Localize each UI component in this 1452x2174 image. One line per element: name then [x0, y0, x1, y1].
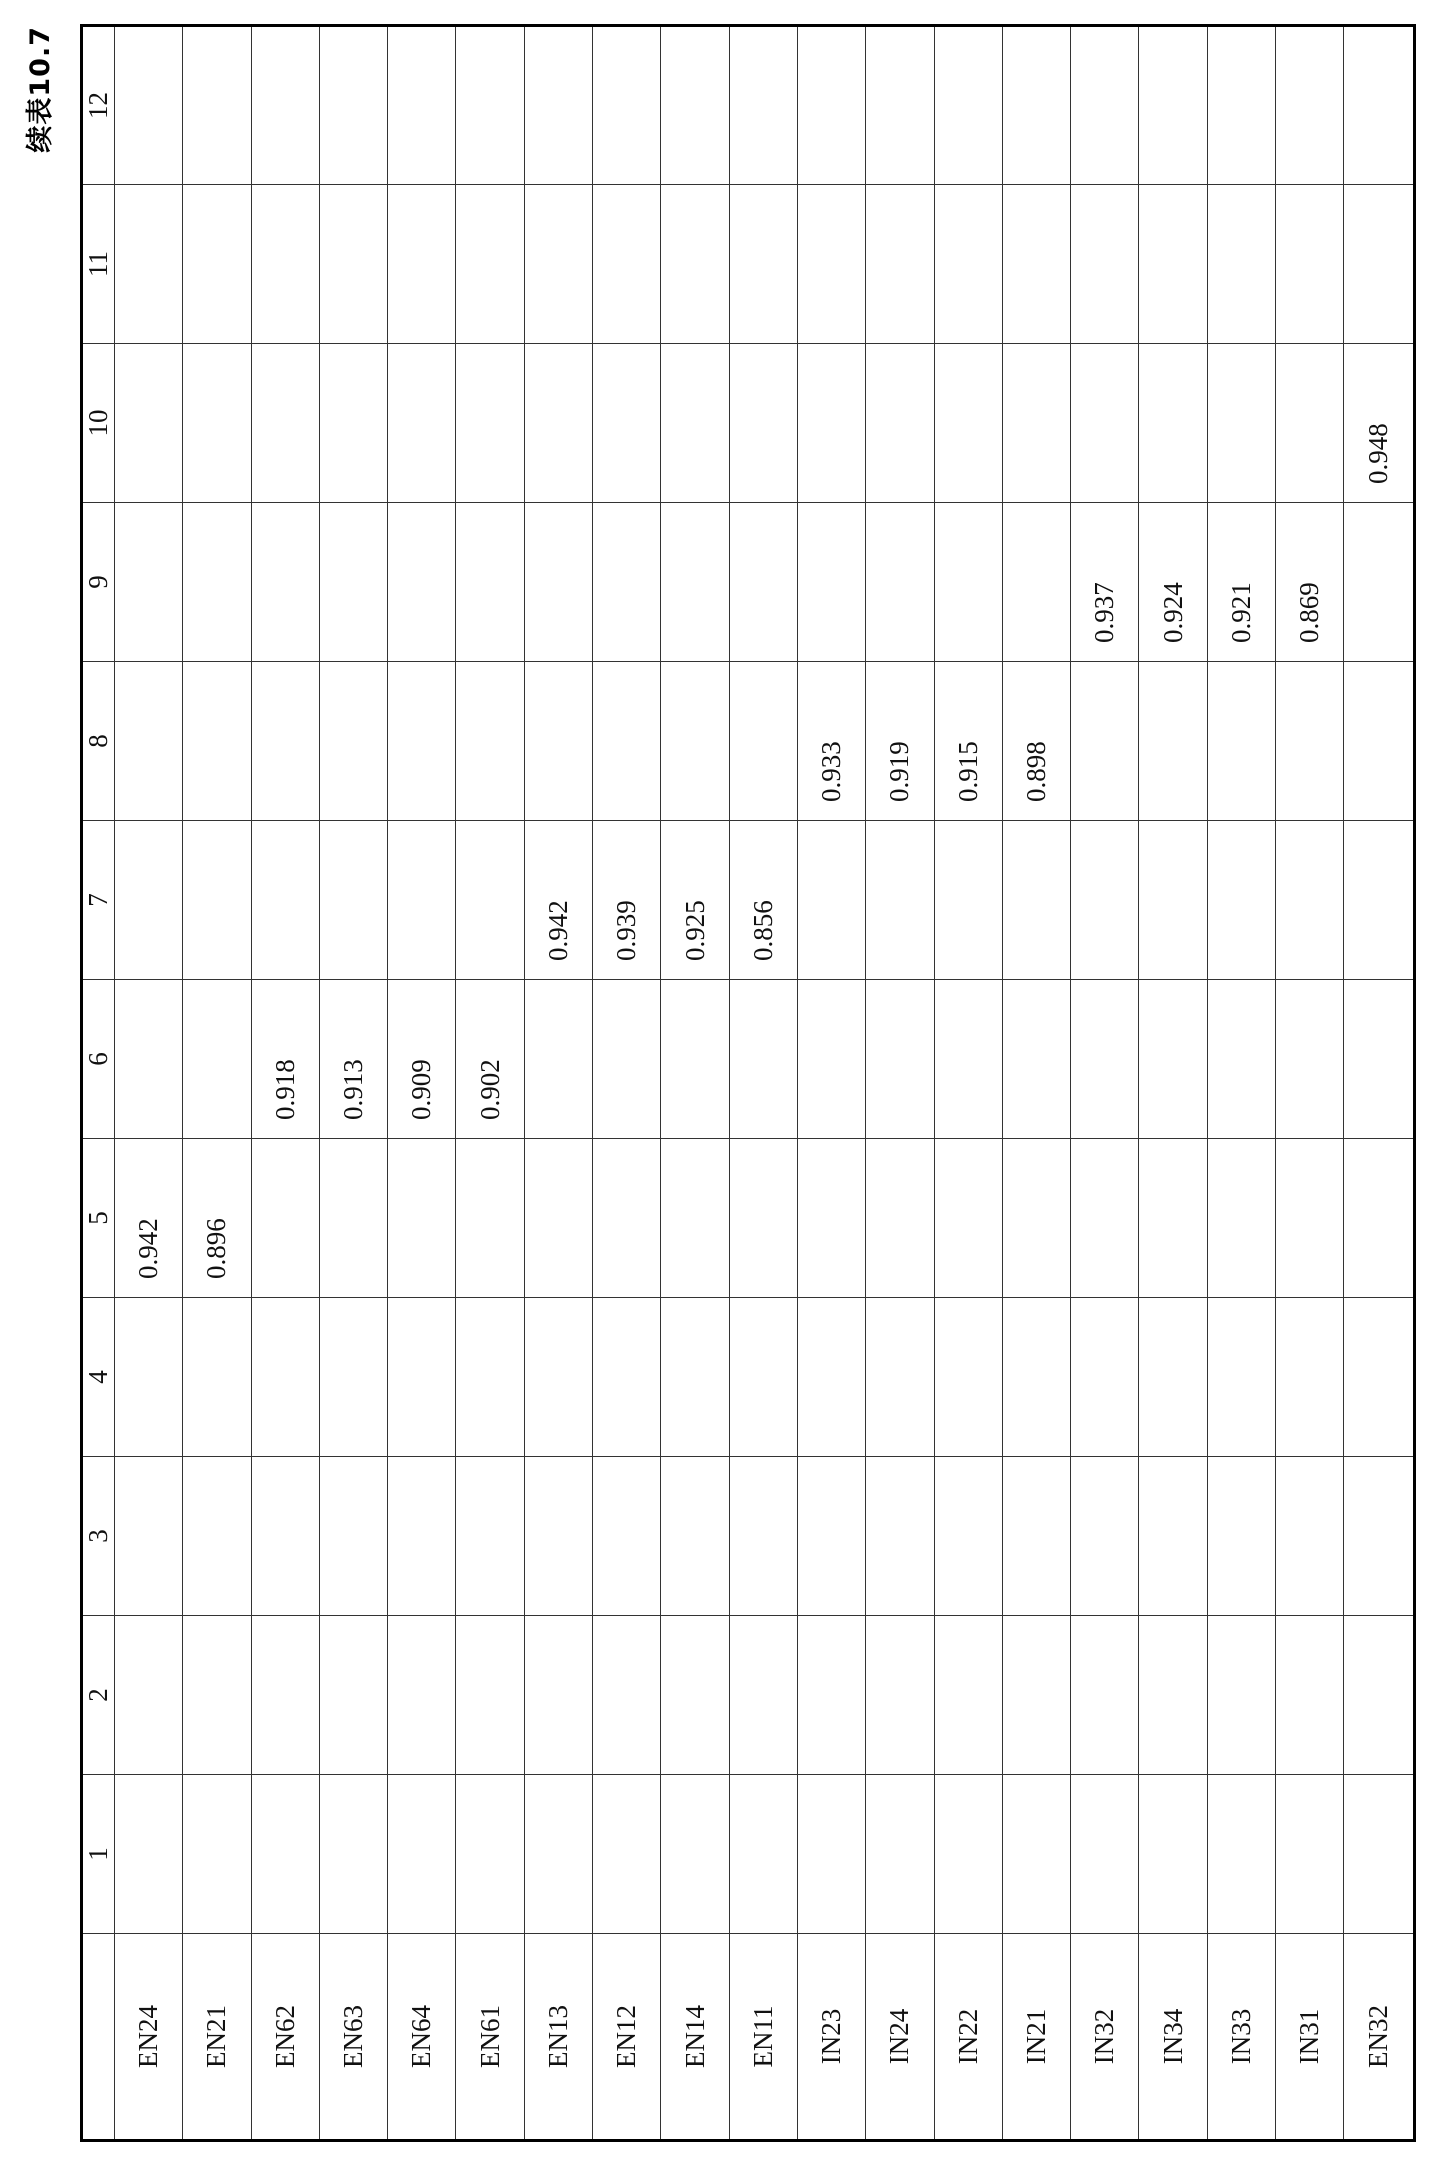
- table-cell: [388, 1775, 456, 1934]
- table-cell: [251, 1775, 319, 1934]
- table-cell: [1344, 980, 1415, 1139]
- table-cell: [797, 1139, 865, 1298]
- table-cell: 0.942: [115, 1139, 183, 1298]
- table-cell: [115, 1775, 183, 1934]
- table-cell: 0.921: [1207, 503, 1275, 662]
- table-cell: [1071, 344, 1139, 503]
- table-cell: [319, 344, 387, 503]
- table-cell: [115, 1298, 183, 1457]
- table-cell: [661, 503, 729, 662]
- table-cell: 0.896: [183, 1139, 251, 1298]
- table-cell: 0.909: [388, 980, 456, 1139]
- table-cell: [1207, 344, 1275, 503]
- table-cell: 0.902: [456, 980, 524, 1139]
- table-cell: [593, 185, 661, 344]
- table-cell: [1139, 1298, 1207, 1457]
- table-cell: [456, 1139, 524, 1298]
- table-cell: [1344, 185, 1415, 344]
- table-cell: [115, 503, 183, 662]
- table-cell: [797, 980, 865, 1139]
- table-cell: [524, 503, 592, 662]
- table-cell: [183, 185, 251, 344]
- table-cell: [1207, 821, 1275, 980]
- table-cell: [661, 662, 729, 821]
- row-label: IN21: [1002, 1934, 1070, 2141]
- table-cell: [1276, 662, 1344, 821]
- table-cell: [797, 185, 865, 344]
- table-cell: [729, 1775, 797, 1934]
- table-cell: [1276, 344, 1344, 503]
- header-cell-9: 9: [82, 503, 115, 662]
- header-cell-11: 11: [82, 185, 115, 344]
- table-cell: [251, 821, 319, 980]
- table-cell: [866, 980, 934, 1139]
- table-cell: [1071, 662, 1139, 821]
- table-cell: [319, 1139, 387, 1298]
- table-cell: [524, 1298, 592, 1457]
- table-cell: [729, 980, 797, 1139]
- table-cell: [251, 1616, 319, 1775]
- table-cell: [524, 662, 592, 821]
- table-row: [1071, 26, 1139, 2141]
- header-cell-8: 8: [82, 662, 115, 821]
- table-cell: [456, 26, 524, 185]
- table-cell: [115, 821, 183, 980]
- table-cell: [934, 1139, 1002, 1298]
- row-label: IN22: [934, 1934, 1002, 2141]
- table-cell: [1207, 1298, 1275, 1457]
- table-cell: [797, 1616, 865, 1775]
- header-cell-10: 10: [82, 344, 115, 503]
- table-cell: [1002, 185, 1070, 344]
- header-cell-3: 3: [82, 1457, 115, 1616]
- table-cell: [456, 821, 524, 980]
- table-cell: [1207, 185, 1275, 344]
- table-cell: [1139, 662, 1207, 821]
- table-cell: [1276, 1139, 1344, 1298]
- table-row: [388, 26, 456, 2141]
- table-cell: [661, 1616, 729, 1775]
- table-cell: [661, 1298, 729, 1457]
- table-cell: [729, 26, 797, 185]
- row-label: EN61: [456, 1934, 524, 2141]
- table-cell: [1139, 1616, 1207, 1775]
- table-cell: [797, 1775, 865, 1934]
- table-cell: [115, 26, 183, 185]
- table-cell: [593, 980, 661, 1139]
- header-cell-2: 2: [82, 1616, 115, 1775]
- table-cell: [524, 344, 592, 503]
- table-cell: [661, 185, 729, 344]
- table-cell: [251, 503, 319, 662]
- table-row: [1139, 26, 1207, 2141]
- table-row: [1276, 26, 1344, 2141]
- table-cell: [934, 26, 1002, 185]
- table-cell: [1207, 26, 1275, 185]
- table-cell: [729, 1139, 797, 1298]
- table-cell: [593, 26, 661, 185]
- table-cell: [1002, 1139, 1070, 1298]
- table-cell: [934, 503, 1002, 662]
- table-cell: [1071, 1298, 1139, 1457]
- table-cell: [319, 1298, 387, 1457]
- table-cell: [661, 344, 729, 503]
- table-cell: [115, 662, 183, 821]
- table-cell: [1139, 1457, 1207, 1616]
- row-label: EN11: [729, 1934, 797, 2141]
- table-cell: [1002, 26, 1070, 185]
- table-cell: [866, 344, 934, 503]
- table-cell: [388, 503, 456, 662]
- table-cell: [524, 185, 592, 344]
- table-cell: [183, 821, 251, 980]
- table-cell: [866, 821, 934, 980]
- table-cell: 0.942: [524, 821, 592, 980]
- table-cell: [115, 1616, 183, 1775]
- table-cell: 0.918: [251, 980, 319, 1139]
- table-cell: [797, 503, 865, 662]
- table-cell: 0.939: [593, 821, 661, 980]
- table-cell: [183, 980, 251, 1139]
- table-cell: [251, 1139, 319, 1298]
- table-cell: [1071, 1616, 1139, 1775]
- table-cell: [1276, 1616, 1344, 1775]
- table-cell: [388, 185, 456, 344]
- table-cell: [593, 1616, 661, 1775]
- table-cell: [661, 1139, 729, 1298]
- table-cell: [456, 1775, 524, 1934]
- table-cell: [319, 185, 387, 344]
- table-cell: [1139, 185, 1207, 344]
- table-cell: [866, 1298, 934, 1457]
- table-cell: 0.913: [319, 980, 387, 1139]
- table-cell: 0.856: [729, 821, 797, 980]
- table-cell: [934, 185, 1002, 344]
- table-cell: [115, 980, 183, 1139]
- table-cell: [866, 1139, 934, 1298]
- table-header: [82, 26, 115, 2141]
- table-cell: [729, 662, 797, 821]
- table-cell: [593, 662, 661, 821]
- header-row: [82, 26, 115, 2141]
- rotated-page: 续表10.7 1 2 3 4 5 6 7 8 9 10 11 12 EN24 0.942 EN21 0.896 EN62 0.918 EN63 0.913 EN64 0.909 EN61 0.902 EN13 0.942 EN12 0.939 EN14 0.925 EN11 0.856 IN23 0.933 IN24 0.919 IN22 0.915 IN21 0.898 IN32 0.937 IN34 0.924 IN33 0.921 IN31 0.869 EN32 0.948: [80, 26, 1416, 2142]
- table-cell: [1002, 821, 1070, 980]
- table-cell: [388, 1298, 456, 1457]
- row-label: EN14: [661, 1934, 729, 2141]
- table-cell: [1344, 1139, 1415, 1298]
- row-label: EN64: [388, 1934, 456, 2141]
- table-cell: 0.915: [934, 662, 1002, 821]
- row-label: EN63: [319, 1934, 387, 2141]
- table-cell: [797, 1457, 865, 1616]
- table-cell: [183, 1775, 251, 1934]
- header-cell-6: 6: [82, 980, 115, 1139]
- table-cell: [661, 1457, 729, 1616]
- table-cell: [934, 1616, 1002, 1775]
- table-cell: 0.933: [797, 662, 865, 821]
- table-cell: [729, 1298, 797, 1457]
- table-cell: [1276, 1775, 1344, 1934]
- table-cell: [251, 1457, 319, 1616]
- table-cell: [456, 344, 524, 503]
- table-row: [1207, 26, 1275, 2141]
- row-label: IN34: [1139, 1934, 1207, 2141]
- table-cell: [456, 185, 524, 344]
- header-cell-12: 12: [82, 26, 115, 185]
- table-cell: [1002, 980, 1070, 1139]
- table-cell: [593, 344, 661, 503]
- table-cell: [1344, 26, 1415, 185]
- table-cell: [797, 26, 865, 185]
- header-cell-5: 5: [82, 1139, 115, 1298]
- table-cell: [251, 26, 319, 185]
- table-row: [319, 26, 387, 2141]
- table-cell: 0.924: [1139, 503, 1207, 662]
- table-cell: [661, 26, 729, 185]
- table-cell: [456, 662, 524, 821]
- table-cell: [1344, 1457, 1415, 1616]
- table-cell: [183, 1457, 251, 1616]
- table-cell: [866, 1616, 934, 1775]
- row-label: IN33: [1207, 1934, 1275, 2141]
- table-row: [251, 26, 319, 2141]
- table-cell: [1276, 26, 1344, 185]
- table-cell: [456, 503, 524, 662]
- table-cell: [1139, 821, 1207, 980]
- table-cell: [866, 26, 934, 185]
- table-cell: [115, 344, 183, 503]
- table-cell: [934, 1298, 1002, 1457]
- table-row: [183, 26, 251, 2141]
- table-cell: [456, 1457, 524, 1616]
- row-label: EN12: [593, 1934, 661, 2141]
- table-cell: [1207, 1139, 1275, 1298]
- table-cell: [251, 185, 319, 344]
- header-cell-1: 1: [82, 1775, 115, 1934]
- table-cell: [524, 980, 592, 1139]
- table-cell: [388, 1457, 456, 1616]
- table-cell: [319, 1457, 387, 1616]
- table-cell: [524, 1457, 592, 1616]
- header-cell-4: 4: [82, 1298, 115, 1457]
- table-cell: [797, 821, 865, 980]
- table-cell: [319, 821, 387, 980]
- table-cell: [866, 503, 934, 662]
- table-cell: [524, 1616, 592, 1775]
- table-cell: [1344, 1775, 1415, 1934]
- table-cell: [1071, 185, 1139, 344]
- table-cell: [729, 344, 797, 503]
- loadings-table: [80, 24, 1416, 2142]
- table-cell: [1002, 1298, 1070, 1457]
- table-cell: [1071, 821, 1139, 980]
- table-cell: [1002, 1616, 1070, 1775]
- table-cell: [319, 1775, 387, 1934]
- table-cell: [1344, 1298, 1415, 1457]
- table-cell: [319, 1616, 387, 1775]
- table-cell: [456, 1616, 524, 1775]
- table-cell: [1276, 1457, 1344, 1616]
- row-label: EN62: [251, 1934, 319, 2141]
- table-cell: [1276, 821, 1344, 980]
- table-cell: [251, 344, 319, 503]
- table-cell: [183, 344, 251, 503]
- table-cell: [1002, 1775, 1070, 1934]
- table-cell: [934, 821, 1002, 980]
- table-cell: [183, 503, 251, 662]
- table-cell: [1344, 662, 1415, 821]
- table-cell: [1139, 1139, 1207, 1298]
- table-cell: [661, 980, 729, 1139]
- table-cell: [1139, 1775, 1207, 1934]
- table-row: [1344, 26, 1415, 2141]
- table-cell: [524, 1139, 592, 1298]
- table-cell: [934, 1457, 1002, 1616]
- table-cell: [1344, 503, 1415, 662]
- table-cell: [1071, 26, 1139, 185]
- table-cell: 0.919: [866, 662, 934, 821]
- table-cell: [524, 26, 592, 185]
- table-cell: [1002, 503, 1070, 662]
- table-cell: 0.948: [1344, 344, 1415, 503]
- table-cell: [729, 185, 797, 344]
- table-row: [1002, 26, 1070, 2141]
- table-cell: [251, 662, 319, 821]
- table-cell: [388, 821, 456, 980]
- table-cell: [1276, 185, 1344, 344]
- table-cell: [866, 1457, 934, 1616]
- table-cell: [1207, 662, 1275, 821]
- table-cell: [1139, 980, 1207, 1139]
- table-cell: [524, 1775, 592, 1934]
- table-cell: [1071, 1139, 1139, 1298]
- table-cell: [115, 185, 183, 344]
- table-cell: [183, 1616, 251, 1775]
- row-label: IN31: [1276, 1934, 1344, 2141]
- table-cell: [593, 1139, 661, 1298]
- table-cell: [934, 980, 1002, 1139]
- table-row: [866, 26, 934, 2141]
- table-cell: [388, 344, 456, 503]
- table-cell: [319, 503, 387, 662]
- table-cell: 0.925: [661, 821, 729, 980]
- table-cell: [456, 1298, 524, 1457]
- table-cell: [866, 1775, 934, 1934]
- table-cell: [388, 662, 456, 821]
- table-cell: [1276, 1298, 1344, 1457]
- row-label: IN23: [797, 1934, 865, 2141]
- table-cell: [593, 503, 661, 662]
- row-label: EN24: [115, 1934, 183, 2141]
- table-cell: [1207, 980, 1275, 1139]
- table-cell: [1002, 344, 1070, 503]
- table-cell: [729, 1457, 797, 1616]
- table-cell: [729, 1616, 797, 1775]
- table-cell: [388, 1616, 456, 1775]
- row-label: EN21: [183, 1934, 251, 2141]
- table-cell: [934, 344, 1002, 503]
- table-cell: [593, 1457, 661, 1616]
- table-cell: [1344, 1616, 1415, 1775]
- table-cell: [1344, 821, 1415, 980]
- table-cell: [1276, 980, 1344, 1139]
- table-cell: [797, 344, 865, 503]
- table-cell: [319, 26, 387, 185]
- header-cell-7: 7: [82, 821, 115, 980]
- table-cell: [388, 26, 456, 185]
- table-cell: [388, 1139, 456, 1298]
- table-cell: [1002, 1457, 1070, 1616]
- table-row: [661, 26, 729, 2141]
- table-cell: [1207, 1775, 1275, 1934]
- table-cell: [183, 662, 251, 821]
- table-cell: [115, 1457, 183, 1616]
- table-row: [115, 26, 183, 2141]
- table-cell: 0.898: [1002, 662, 1070, 821]
- table-cell: [1071, 1457, 1139, 1616]
- table-cell: [1139, 26, 1207, 185]
- table-cell: [934, 1775, 1002, 1934]
- table-cell: [729, 503, 797, 662]
- table-cell: [183, 1298, 251, 1457]
- table-cell: [866, 185, 934, 344]
- table-cell: 0.869: [1276, 503, 1344, 662]
- table-cell: [797, 1298, 865, 1457]
- table-cell: [661, 1775, 729, 1934]
- table-row: [456, 26, 524, 2141]
- table-row: [593, 26, 661, 2141]
- table-cell: [251, 1298, 319, 1457]
- row-label: EN13: [524, 1934, 592, 2141]
- row-label: IN24: [866, 1934, 934, 2141]
- table-row: [797, 26, 865, 2141]
- table-row: [524, 26, 592, 2141]
- table-cell: [1071, 980, 1139, 1139]
- table-cell: [183, 26, 251, 185]
- table-row: [729, 26, 797, 2141]
- table-cell: [1207, 1457, 1275, 1616]
- table-cell: [593, 1298, 661, 1457]
- row-label: IN32: [1071, 1934, 1139, 2141]
- table-body: [115, 26, 1415, 2141]
- table-cell: [1071, 1775, 1139, 1934]
- header-cell-label: [82, 1934, 115, 2141]
- table-cell: [1207, 1616, 1275, 1775]
- table-row: [934, 26, 1002, 2141]
- table-cell: [593, 1775, 661, 1934]
- row-label: EN32: [1344, 1934, 1415, 2141]
- table-cell: [319, 662, 387, 821]
- table-cell: [1139, 344, 1207, 503]
- table-cell: 0.937: [1071, 503, 1139, 662]
